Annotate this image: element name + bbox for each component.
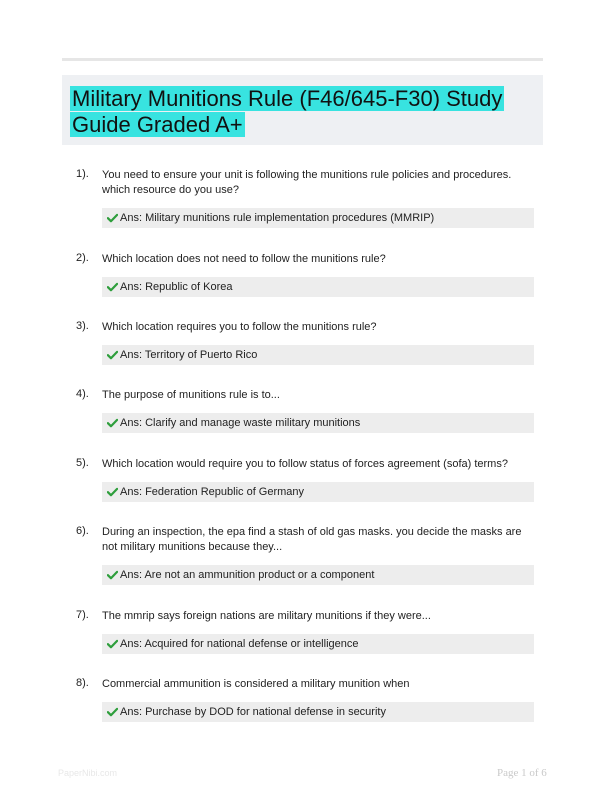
page-number: Page 1 of 6 xyxy=(497,767,547,779)
check-icon xyxy=(107,707,118,717)
answer-box xyxy=(102,413,534,433)
answer-text: Ans: Clarify and manage waste military munitions xyxy=(120,417,361,429)
question-number: 5). xyxy=(76,457,89,469)
question-text: Commercial ammunition is considered a military munition when xyxy=(102,678,410,690)
document-title: Military Munitions Rule (F46/645-F30) Study Guide Graded A+ xyxy=(72,86,503,137)
answer-text: Ans: Territory of Puerto Rico xyxy=(120,349,258,361)
answer-box xyxy=(102,482,534,502)
check-icon xyxy=(107,570,118,580)
answer-text: Ans: Republic of Korea xyxy=(120,281,233,293)
answer-text: Ans: Acquired for national defense or intelligence xyxy=(120,638,359,650)
question-number: 8). xyxy=(76,677,89,689)
answer-box xyxy=(102,565,534,585)
check-icon xyxy=(107,487,118,497)
answer-box xyxy=(102,634,534,654)
answer-box xyxy=(102,277,534,297)
check-icon xyxy=(107,213,118,223)
question-number: 6). xyxy=(76,525,89,537)
top-divider xyxy=(62,58,543,61)
question-text: The mmrip says foreign nations are military munitions if they were... xyxy=(102,610,431,622)
question-text: You need to ensure your unit is following the munitions rule policies and procedures. which resource do you use? xyxy=(102,169,512,196)
question-number: 7). xyxy=(76,609,89,621)
question-text: Which location does not need to follow the munitions rule? xyxy=(102,253,386,265)
question-text: The purpose of munitions rule is to... xyxy=(102,389,280,401)
check-icon xyxy=(107,418,118,428)
answer-box xyxy=(102,702,534,722)
check-icon xyxy=(107,639,118,649)
question-text: During an inspection, the epa find a stash of old gas masks. you decide the masks are not military munitions because they... xyxy=(102,526,522,553)
question-number: 3). xyxy=(76,320,89,332)
question-number: 4). xyxy=(76,388,89,400)
question-number: 1). xyxy=(76,168,89,180)
answer-text: Ans: Are not an ammunition product or a component xyxy=(120,569,375,581)
question-text: Which location requires you to follow the munitions rule? xyxy=(102,321,377,333)
answer-box xyxy=(102,208,534,228)
answer-text: Ans: Federation Republic of Germany xyxy=(120,486,305,498)
answer-box xyxy=(102,345,534,365)
check-icon xyxy=(107,350,118,360)
answer-text: Ans: Military munitions rule implementation procedures (MMRIP) xyxy=(120,212,435,224)
answer-text: Ans: Purchase by DOD for national defense in security xyxy=(120,706,386,718)
question-text: Which location would require you to follow status of forces agreement (sofa) terms? xyxy=(102,458,508,470)
question-number: 2). xyxy=(76,252,89,264)
footer-watermark: PaperNibi.com xyxy=(58,768,118,778)
check-icon xyxy=(107,282,118,292)
